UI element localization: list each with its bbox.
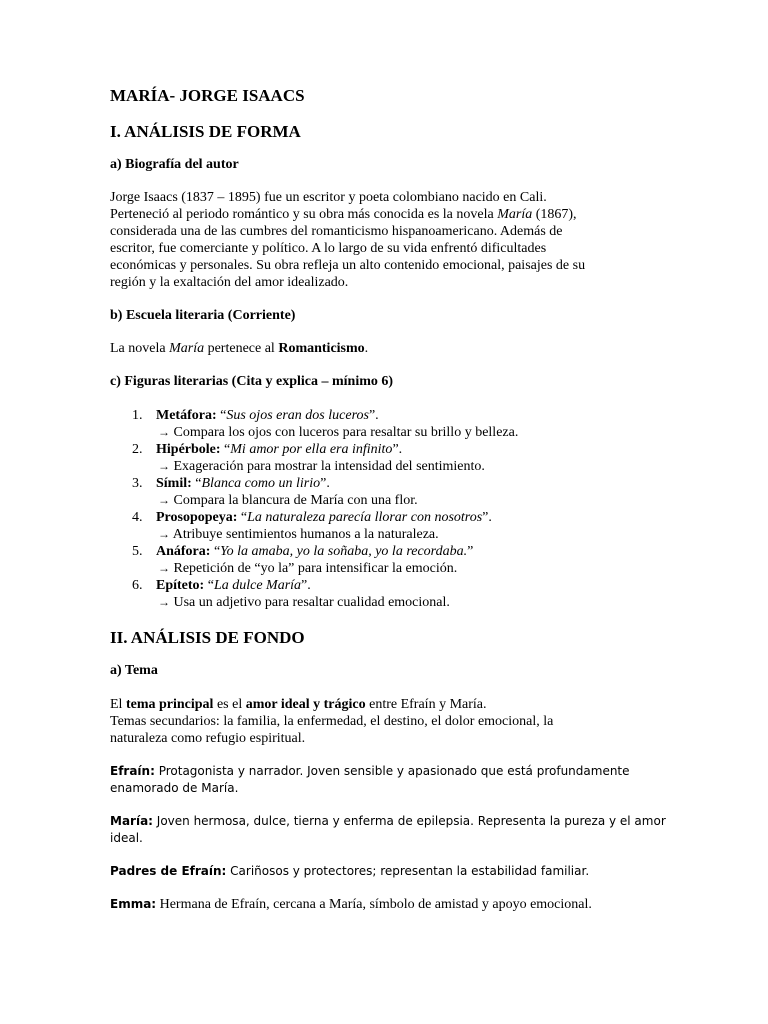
figure-item (110, 543, 670, 577)
figure-quote: Mi amor por ella era infinito (230, 442, 393, 457)
figure-quote: La dulce María (213, 578, 302, 593)
figure-quote: Yo la amaba, yo la soñaba, yo la recordaba. (220, 544, 468, 559)
school-movement: Romanticismo (278, 341, 365, 356)
bio-line-2: Perteneció al periodo romántico y su obra más conocida es la novela (110, 207, 498, 222)
figure-quote: Sus ojos eran dos luceros (226, 408, 369, 423)
figure-name: Anáfora: (156, 544, 211, 559)
theme-paragraph (110, 696, 670, 747)
figure-explanation (156, 594, 670, 611)
theme-heading: a) Tema (110, 663, 158, 678)
theme-text-end: entre Efraín y María. (365, 697, 487, 712)
arrow-right-icon: → (158, 459, 170, 473)
figures-heading: c) Figuras literarias (Cita y explica – mínimo 6) (110, 374, 394, 389)
character-label: Emma: (110, 897, 157, 911)
quote-close: ”. (392, 442, 403, 457)
figure-name: Prosopopeya: (156, 510, 238, 525)
explanation-text: Atribuye sentimientos humanos a la naturaleza. (170, 527, 439, 542)
figure-name: Símil: (156, 476, 192, 491)
figure-item (110, 577, 670, 611)
bio-line-2-end: (1867), (532, 207, 577, 222)
quote-close: ”. (320, 476, 330, 491)
character-description: Protagonista y narrador. Joven sensible y apasionado que está profundamente (154, 764, 630, 778)
section-2-heading: II. ANÁLISIS DE FONDO (110, 628, 305, 647)
character-emma (110, 896, 670, 913)
figure-name: Hipérbole: (156, 442, 221, 457)
arrow-right-icon: → (158, 561, 170, 575)
theme-main-label: tema principal (125, 697, 214, 712)
school-text-end: . (364, 341, 369, 356)
explanation-text: Compara la blancura de María con una flor. (170, 493, 418, 508)
bio-line-3: considerada una de las cumbres del romanticismo hispanoamericano. Además de (110, 224, 563, 239)
school-text-mid: pertenece al (204, 341, 279, 356)
figure-explanation (156, 526, 670, 543)
figure-item (110, 407, 670, 441)
bio-line-1: Jorge Isaacs (1837 – 1895) fue un escritor y poeta colombiano nacido en Cali. (110, 190, 547, 205)
figure-item (110, 509, 670, 543)
school-paragraph (110, 340, 670, 357)
quote-close: ”. (368, 408, 379, 423)
school-heading: b) Escuela literaria (Corriente) (110, 308, 296, 323)
quote-close: ”. (301, 578, 311, 593)
figure-explanation (156, 492, 670, 509)
character-description-cont: enamorado de María. (110, 781, 239, 795)
document-body (110, 86, 670, 913)
figure-number: 5. (132, 544, 143, 559)
quote-open: “ (216, 408, 227, 423)
figure-explanation (156, 424, 670, 441)
quote-open: “ (210, 544, 221, 559)
figures-list (110, 407, 670, 611)
school-text-pre: La novela (110, 341, 170, 356)
character-efrain (110, 763, 670, 797)
character-label: Efraín: (110, 764, 155, 778)
explanation-text: Exageración para mostrar la intensidad del sentimiento. (170, 459, 485, 474)
figure-explanation (156, 458, 670, 475)
theme-main-value: amor ideal y trágico (245, 697, 366, 712)
figure-quote: Blanca como un lirio (201, 476, 321, 491)
character-description: Cariñosos y protectores; representan la estabilidad familiar. (226, 864, 590, 878)
biography-paragraph (110, 189, 670, 291)
figure-number: 6. (132, 578, 143, 593)
arrow-right-icon: → (158, 493, 170, 507)
quote-close: ”. (482, 510, 492, 525)
character-label: Padres de Efraín: (110, 864, 227, 878)
figure-name: Metáfora: (156, 408, 217, 423)
bio-novel-title: María (497, 207, 533, 222)
arrow-right-icon: → (158, 425, 170, 439)
quote-open: “ (237, 510, 248, 525)
character-description-cont: ideal. (110, 831, 143, 845)
figure-number: 2. (132, 442, 143, 457)
arrow-right-icon: → (158, 527, 170, 541)
quote-close: ” (467, 544, 474, 559)
figure-number: 4. (132, 510, 143, 525)
biography-heading: a) Biografía del autor (110, 157, 239, 172)
character-padres (110, 863, 670, 880)
theme-text-mid: es el (213, 697, 246, 712)
character-description: Hermana de Efraín, cercana a María, símbolo de amistad y apoyo emocional. (156, 897, 592, 912)
bio-line-4: escritor, fue comerciante y político. A lo largo de su vida enfrentó dificultades (110, 241, 547, 256)
arrow-right-icon: → (158, 595, 170, 609)
figure-quote: La naturaleza parecía llorar con nosotros (247, 510, 483, 525)
figure-name: Epíteto: (156, 578, 205, 593)
character-maria (110, 813, 670, 847)
character-label: María: (110, 814, 153, 828)
school-novel-title: María (169, 341, 205, 356)
quote-open: “ (204, 578, 214, 593)
explanation-text: Repetición de “yo la” para intensificar la emoción. (170, 561, 458, 576)
bio-line-5: económicas y personales. Su obra refleja un alto contenido emocional, paisajes de su (110, 258, 586, 273)
section-1-heading: I. ANÁLISIS DE FORMA (110, 122, 301, 141)
bio-line-6: región y la exaltación del amor idealizado. (110, 275, 349, 290)
quote-open: “ (191, 476, 202, 491)
explanation-text: Compara los ojos con luceros para resaltar su brillo y belleza. (170, 425, 519, 440)
figure-item (110, 441, 670, 475)
explanation-text: Usa un adjetivo para resaltar cualidad emocional. (170, 595, 450, 610)
theme-text-pre: El (110, 697, 126, 712)
figure-number: 1. (132, 408, 143, 423)
character-description: Joven hermosa, dulce, tierna y enferma de epilepsia. Representa la pureza y el amor (152, 814, 666, 828)
figure-item (110, 475, 670, 509)
theme-secondary-line-2: naturaleza como refugio espiritual. (110, 731, 306, 746)
quote-open: “ (220, 442, 231, 457)
document-title: MARÍA- JORGE ISAACS (110, 86, 305, 105)
figure-number: 3. (132, 476, 143, 491)
figure-explanation (156, 560, 670, 577)
theme-secondary-line-1: Temas secundarios: la familia, la enfermedad, el destino, el dolor emocional, la (110, 714, 554, 729)
